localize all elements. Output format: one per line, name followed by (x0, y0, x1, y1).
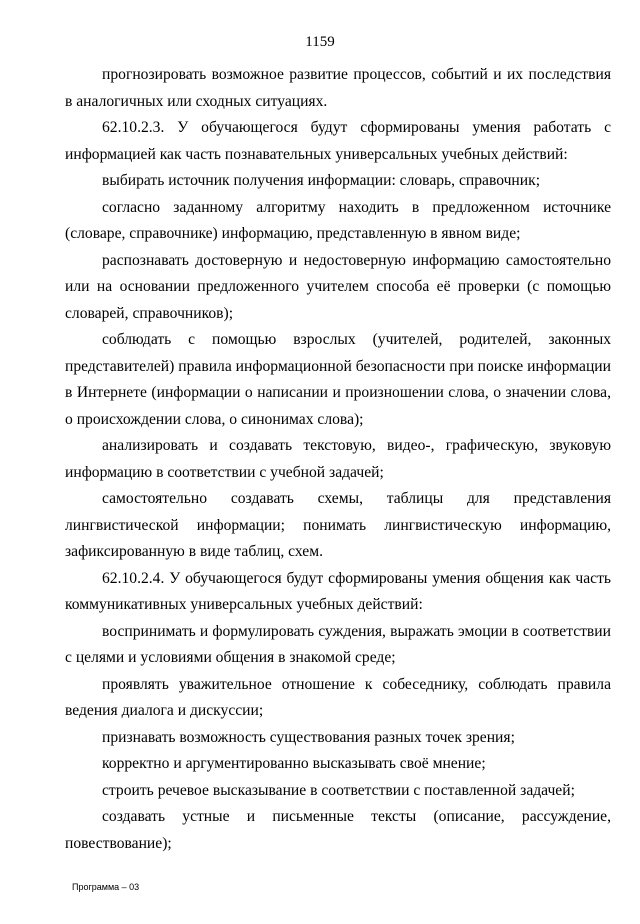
paragraph: создавать устные и письменные тексты (описание, рассуждение, повествование); (65, 808, 611, 852)
paragraph: анализировать и создавать текстовую, видео-, графическую, звуковую информацию в соответствии с учебной задачей; (65, 437, 611, 481)
page-number: 1159 (305, 34, 335, 50)
paragraph: признавать возможность существования разных точек зрения; (102, 728, 515, 746)
paragraph: прогнозировать возможное развитие процессов, событий и их последствия в аналогичных или сходных ситуациях. (65, 66, 611, 110)
page-footer: Программа – 03 (72, 882, 140, 892)
paragraph: 62.10.2.3. У обучающегося будут сформированы умения работать с информацией как часть познавательных универсальных учебных действий: (65, 119, 611, 163)
paragraph: 62.10.2.4. У обучающегося будут сформированы умения общения как часть коммуникативных универсальных учебных действий: (65, 569, 611, 613)
paragraph: согласно заданному алгоритму находить в предложенном источнике (словаре, справочнике) информацию, представленную в явном виде; (65, 198, 611, 242)
paragraph: строить речевое высказывание в соответствии с поставленной задачей; (102, 781, 575, 799)
document-body (65, 62, 611, 857)
paragraph: самостоятельно создавать схемы, таблицы для представления лингвистической информации; понимать лингвистическую информацию, зафиксированную в виде таблиц, схем. (65, 490, 611, 560)
paragraph: проявлять уважительное отношение к собеседнику, соблюдать правила ведения диалога и дискуссии; (65, 675, 611, 719)
paragraph: выбирать источник получения информации: словарь, справочник; (102, 172, 541, 189)
paragraph: корректно и аргументированно высказывать своё мнение; (102, 755, 486, 772)
paragraph: воспринимать и формулировать суждения, выражать эмоции в соответствии с целями и условиями общения в знакомой среде; (65, 622, 611, 666)
paragraph: распознавать достоверную и недостоверную информацию самостоятельно или на основании предложенного учителем способа её проверки (с помощью словарей, справочников); (65, 251, 611, 322)
paragraph: соблюдать с помощью взрослых (учителей, родителей, законных представителей) правила информационной безопасности при поиске информации в Интернете (информации о написании и произношении слова, о значении слова, о происхождении слова, о синонимах слова); (65, 331, 611, 428)
